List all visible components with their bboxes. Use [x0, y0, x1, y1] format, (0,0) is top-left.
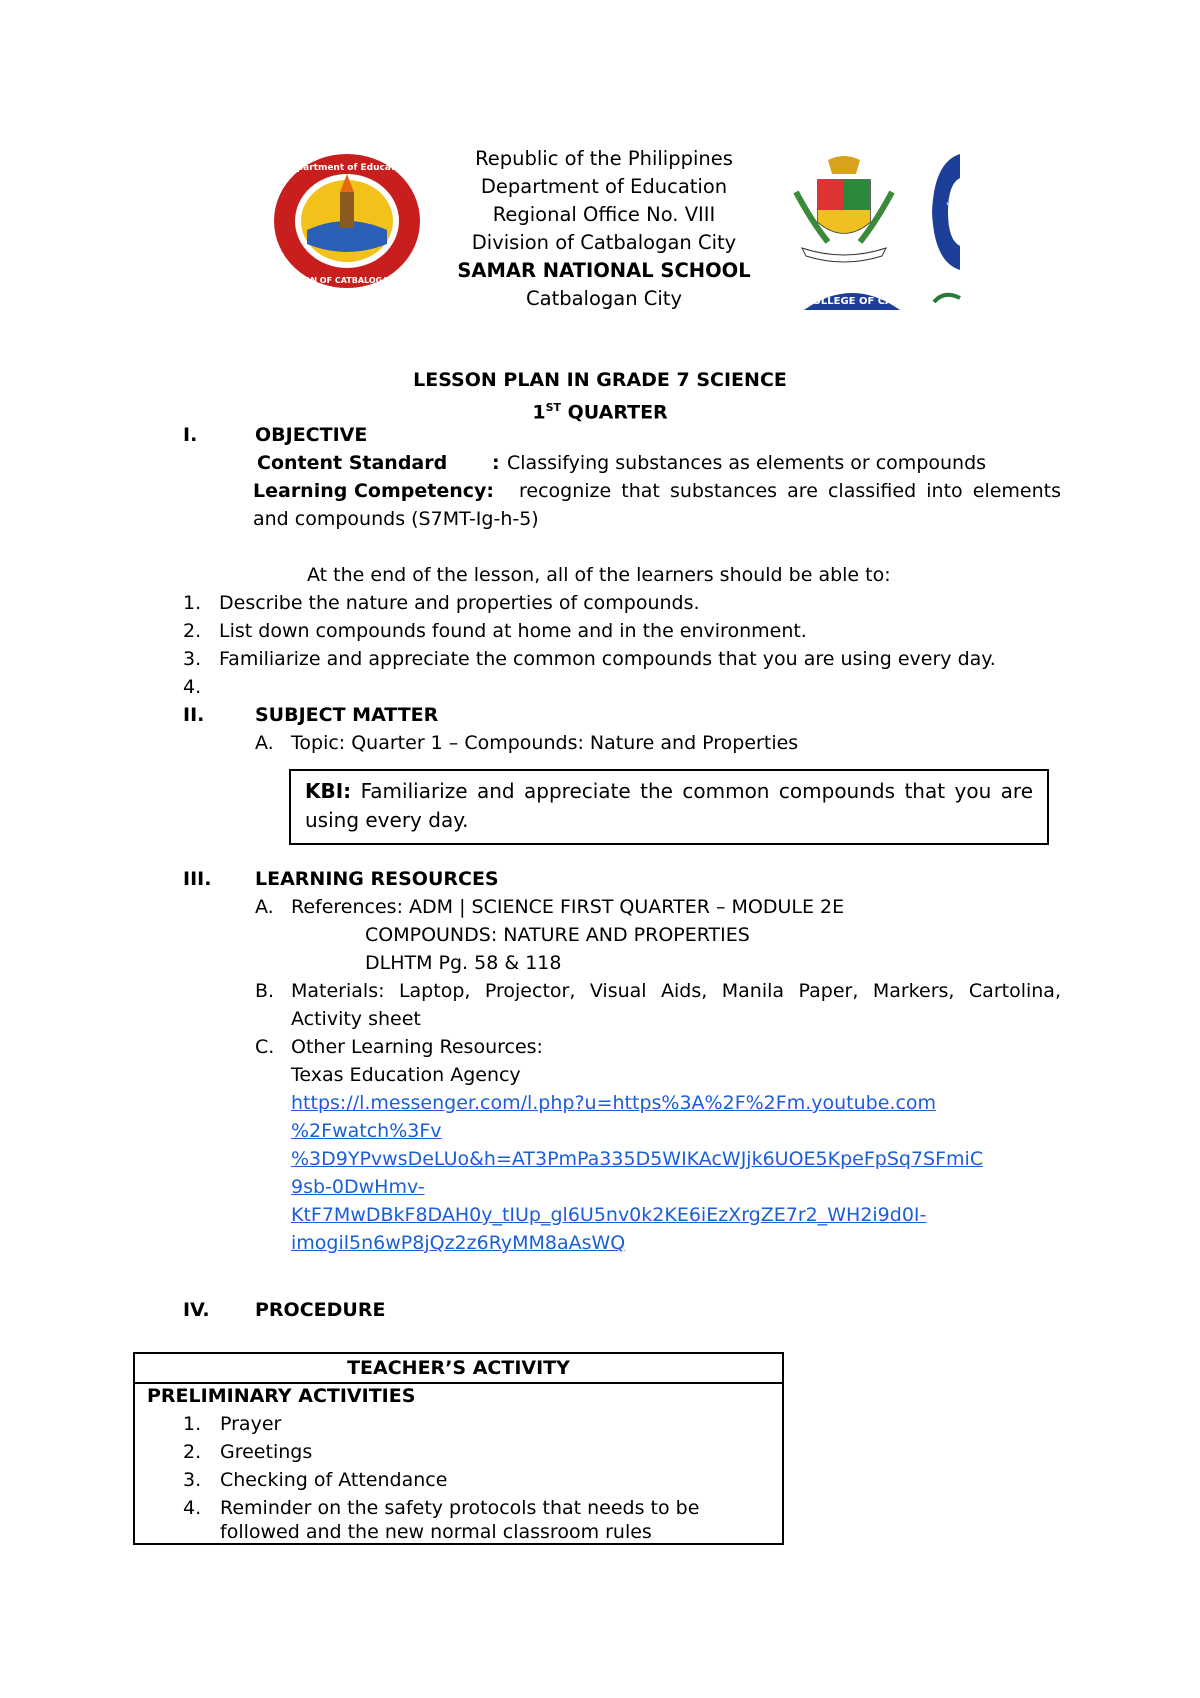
references-line1: References: ADM | SCIENCE FIRST QUARTER – MODULE 2E	[291, 896, 845, 918]
competency-value-line1: recognize that substances are classified into elements	[519, 480, 1061, 502]
quarter-number: 1	[532, 401, 546, 424]
other-resources-letter: C.	[255, 1036, 275, 1058]
school-city: Catbalogan City	[526, 287, 682, 310]
procedure-heading: PROCEDURE	[255, 1299, 386, 1321]
quarter-suffix: ST	[545, 401, 561, 414]
table-header: TEACHER’S ACTIVITY	[135, 1354, 782, 1384]
materials-letter: B.	[255, 980, 275, 1002]
competency-label: Learning Competency:	[253, 480, 494, 502]
list-item-number: 3.	[183, 648, 202, 670]
letterhead-line: Regional Office No. VIII	[492, 203, 716, 226]
list-item-number: 1.	[183, 592, 202, 614]
references-letter: A.	[255, 896, 274, 918]
college-banner-text: COLLEGE OF CAT	[805, 296, 899, 307]
url-line[interactable]: KtF7MwDBkF8DAH0y_tIUp_gl6U5nv0k2KE6iEzXrgZE7r2_WH2i9d0I-	[291, 1204, 927, 1226]
letterhead	[404, 145, 804, 313]
section-numeral: III.	[183, 868, 212, 890]
list-item: Greetings	[220, 1441, 313, 1463]
competency-value-line2: and compounds (S7MT-Ig-h-5)	[253, 508, 539, 530]
url-line[interactable]: 9sb-0DwHmv-	[291, 1176, 425, 1198]
references-line3: DLHTM Pg. 58 & 118	[365, 952, 562, 974]
content-standard-label: Content Standard	[257, 452, 448, 474]
table-section-title: PRELIMINARY ACTIVITIES	[147, 1385, 416, 1407]
references-line2: COMPOUNDS: NATURE AND PROPERTIES	[365, 924, 750, 946]
list-item-number: 1.	[183, 1413, 202, 1435]
section-numeral: II.	[183, 704, 205, 726]
quarter-title	[400, 394, 800, 426]
list-item-number: 2.	[183, 1441, 202, 1463]
kbi-label: KBI:	[305, 779, 352, 803]
seal-bottom-text: DIVISION OF CATBALOGAN CITY	[276, 276, 418, 285]
letterhead-line: Department of Education	[480, 175, 728, 198]
school-name: SAMAR NATIONAL SCHOOL	[457, 259, 751, 282]
list-item-number: 3.	[183, 1469, 202, 1491]
list-item: Reminder on the safety protocols that needs to be	[220, 1497, 700, 1519]
list-item: Prayer	[220, 1413, 282, 1435]
url-line[interactable]: imogil5n6wP8jQz2z6RyMM8aAsWQ	[291, 1232, 626, 1254]
section-numeral: IV.	[183, 1299, 210, 1321]
learning-resources-heading: LEARNING RESOURCES	[255, 868, 499, 890]
letterhead-line: Division of Catbalogan City	[471, 231, 737, 254]
url-line[interactable]: %3D9YPvwsDeLUo&h=AT3PmPa335D5WIKAcWJjk6UOE5KpeFpSq7SFmiC	[291, 1148, 984, 1170]
school-crest-logo	[788, 152, 900, 264]
letterhead-line: Republic of the Philippines	[475, 147, 733, 170]
deped-seal-logo	[272, 152, 422, 290]
url-line[interactable]: %2Fwatch%3Fv	[291, 1120, 442, 1142]
list-item: Describe the nature and properties of compounds.	[219, 592, 700, 614]
samar-logo-text: SAMAR	[943, 198, 969, 232]
objective-heading: OBJECTIVE	[255, 424, 368, 446]
quarter-word: QUARTER	[567, 401, 668, 424]
list-item-number: 4.	[183, 1497, 202, 1519]
topic-text: Topic: Quarter 1 – Compounds: Nature and Properties	[291, 732, 799, 754]
procedure-table	[133, 1352, 784, 1545]
materials-line1: Materials: Laptop, Projector, Visual Aids, Manila Paper, Markers, Cartolina,	[291, 980, 1061, 1002]
content-standard-separator: :	[492, 452, 500, 474]
list-item-number: 2.	[183, 620, 202, 642]
list-item-number: 4.	[183, 676, 202, 698]
other-resources-label: Other Learning Resources:	[291, 1036, 543, 1058]
materials-line2: Activity sheet	[291, 1008, 421, 1030]
content-standard-value: Classifying substances as elements or compounds	[507, 452, 987, 474]
kbi-box	[289, 769, 1049, 845]
section-numeral: I.	[183, 424, 198, 446]
topic-letter: A.	[255, 732, 274, 754]
url-line[interactable]: https://l.messenger.com/l.php?u=https%3A%2F%2Fm.youtube.com	[291, 1092, 937, 1114]
seal-top-text: Department of Education	[283, 163, 411, 173]
other-resources-agency: Texas Education Agency	[291, 1064, 521, 1086]
subject-matter-heading: SUBJECT MATTER	[255, 704, 439, 726]
college-banner-logo	[800, 282, 904, 310]
list-item-continuation: followed and the new normal classroom rules	[220, 1521, 652, 1543]
lesson-plan-title: LESSON PLAN IN GRADE 7 SCIENCE	[413, 369, 787, 391]
kbi-text: Familiarize and appreciate the common compounds that you are using every day.	[305, 779, 1034, 832]
list-item: Checking of Attendance	[220, 1469, 448, 1491]
list-item: Familiarize and appreciate the common compounds that you are using every day.	[219, 648, 996, 670]
samar-school-logo-partial	[930, 152, 969, 310]
list-item: List down compounds found at home and in the environment.	[219, 620, 807, 642]
objective-intro: At the end of the lesson, all of the learners should be able to:	[307, 564, 891, 586]
